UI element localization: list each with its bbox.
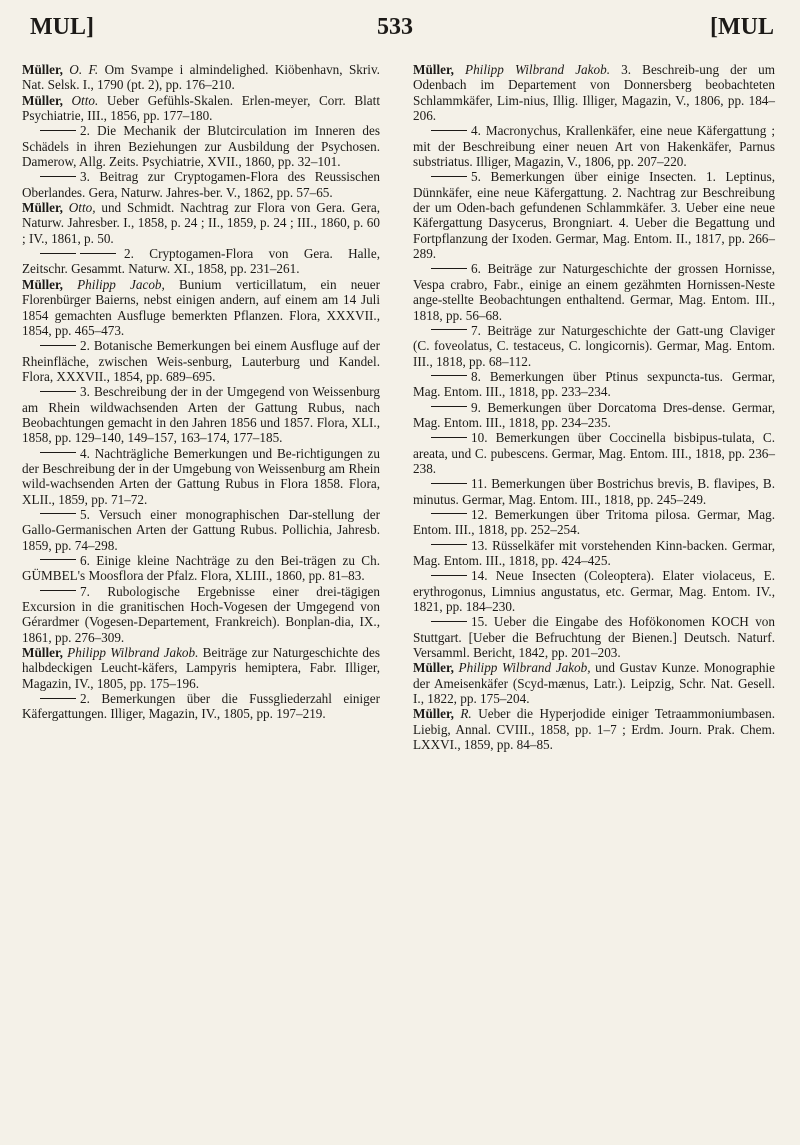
bibliography-entry (22, 446, 380, 507)
entry-author: Müller, (413, 706, 461, 722)
entry-text: 3. Beschreibung der in der Umgegend von Weissenburg am Rhein wildwachsenden Arten der Gattung Rubus, nach Beobachtungen gemacht in den Jahren 1856 und 1857. Flora, XLI., 1858, pp. 129–140, 149–157, 163–174, 177–185. (22, 384, 380, 446)
entry-text: 15. Ueber die Eingabe des Hofökonomen KOCH von Stuttgart. [Ueber die Befruchtung der Bienen.] Deutsch. Naturf. Versamml. Bericht, 1842, pp. 201–203. (413, 614, 775, 661)
ditto-rule (40, 345, 76, 346)
entry-given-name: Otto. (71, 92, 99, 108)
bibliography-entry (413, 660, 775, 706)
bibliography-entry (22, 169, 380, 200)
bibliography-entry (22, 200, 380, 246)
ditto-rule (431, 437, 467, 438)
entry-text: 4. Nachträgliche Bemerkungen und Be-richtigungen zu der Beschreibung der in der Umgebung von Weissenburg am Rhein wild-wachsenden Arten der Gattung Rubus in Flora 1858. Flora, XLII., 1859, pp. 71–72. (22, 445, 380, 507)
bibliography-entry (413, 400, 775, 431)
entry-text: 3. Beschreib-ung der um Odenbach im Departement von Donnersberg beobachteten Schlammkäfer, Lim-nius, Illig. Illiger, Magazin, V., 1806, pp. 184–206. (413, 62, 775, 124)
entry-given-name: Philipp Wilbrand Jakob, (458, 660, 591, 676)
entry-author: Müller, (22, 645, 68, 661)
entry-text: Beiträge zur Naturgeschichte des halbdeckigen Leucht-käfers, Lampyris hemiptera, Fabr. Illiger, Magazin, IV., 1805, pp. 175–196. (22, 645, 380, 691)
bibliography-entry (22, 123, 380, 169)
entry-text: und Schmidt. Nachtrag zur Flora von Gera. Gera, Naturw. Jahresber. I., 1858, p. 24 ; II., 1859, p. 24 ; III., 1860, p. 60 ; IV., 1861, p. 50. (22, 200, 380, 246)
ditto-rule (40, 559, 76, 560)
entry-text: 6. Einige kleine Nachträge zu den Bei-trägen zu Ch. GÜMBEL's Moosflora der Pfalz. Flora, XLIII., 1860, pp. 81–83. (22, 553, 380, 584)
bibliography-entry (413, 123, 775, 169)
entry-text: Bunium verticillatum, ein neuer Florenbürger Baierns, nebst einigen andern, auf einem am 14 Juli 1854 gemachten Ausfluge bemerkten Pflanzen. Flora, XXXVII., 1854, pp. 465–473. (22, 276, 380, 338)
running-header (0, 14, 800, 44)
bibliography-entry (22, 691, 380, 722)
header-left: MUL] (30, 14, 94, 40)
entry-given-name: Philipp Jacob, (77, 276, 165, 292)
bibliography-entry (413, 62, 775, 123)
entry-text: 2. Die Mechanik der Blutcirculation im Inneren des Schädels in ihren Beziehungen zur Ausbildung der Psychosen. Damerow, Allg. Zeits. Psychiatrie, XVII., 1860, pp. 32–101. (22, 123, 380, 170)
entry-text: 4. Macronychus, Krallenkäfer, eine neue Käfergattung ; mit der Beschreibung einer neuen Art von Hakenkäfer, Parnus substriatus. Illiger, Magazin, V., 1806, pp. 207–220. (413, 123, 775, 170)
ditto-rule (80, 253, 116, 254)
entry-given-name: Otto, (68, 200, 96, 216)
ditto-rule (40, 130, 76, 131)
entry-text: 10. Bemerkungen über Coccinella bisbipus-tulata, C. areata, und C. pubescens. Germar, Mag. Entom. III., 1818, pp. 236–238. (413, 430, 775, 476)
bibliography-entry (413, 169, 775, 261)
entry-given-name: Philipp Wilbrand Jakob. (67, 645, 199, 661)
ditto-rule (40, 452, 76, 453)
header-right: [MUL (710, 14, 774, 40)
ditto-rule (431, 176, 467, 177)
bibliography-entry (22, 645, 380, 691)
entry-author: Müller, (22, 92, 72, 108)
bibliography-entry (413, 369, 775, 400)
bibliography-entry (413, 261, 775, 322)
bibliography-entry (22, 584, 380, 645)
bibliography-entry (413, 614, 775, 660)
entry-text: Ueber die Hyperjodide einiger Tetraammoniumbasen. Liebig, Annal. CVIII., 1858, pp. 1–7 ; Erdm. Journ. Prak. Chem. LXXVI., 1859, pp. 84–85. (413, 706, 775, 753)
entry-text: und Gustav Kunze. Monographie der Ameisenkäfer (Scyd-mænus, Latr.). Leipzig, Schr. Nat. Gesell. I., 1822, pp. 175–204. (413, 660, 775, 707)
entry-text: 2. Bemerkungen über die Fussgliederzahl einiger Käfergattungen. Illiger, Magazin, IV., 1805, pp. 197–219. (22, 691, 380, 722)
entry-text: 8. Bemerkungen über Ptinus sexpuncta-tus. Germar, Mag. Entom. III., 1818, pp. 233–234. (413, 368, 775, 400)
bibliography-entry (22, 553, 380, 584)
entry-given-name: R. (460, 706, 472, 722)
bibliography-entry (22, 62, 380, 93)
entry-text: 5. Versuch einer monographischen Dar-stellung der Gallo-Germanischen Arten der Gattung Rubus. Pollichia, Jahresb. 1859, pp. 74–298. (22, 506, 380, 553)
entry-author: Müller, (22, 62, 70, 77)
entry-text: 2. Cryptogamen-Flora von Gera. Halle, Zeitschr. Gesammt. Naturw. XI., 1858, pp. 231–261. (22, 246, 380, 277)
entry-text: 3. Beitrag zur Cryptogamen-Flora des Reussischen Oberlandes. Gera, Naturw. Jahres-ber. V., 1862, pp. 57–65. (22, 169, 380, 200)
ditto-rule (431, 575, 467, 576)
bibliography-entry (413, 323, 775, 369)
entry-text: Ueber Gefühls-Skalen. Erlen-meyer, Corr. Blatt Psychiatrie, III., 1856, pp. 177–180. (22, 92, 380, 124)
ditto-rule (40, 590, 76, 591)
ditto-rule (40, 253, 76, 254)
entry-text: 14. Neue Insecten (Coleoptera). Elater violaceus, E. erythrogonus, Limnius angustatus, etc. Germar, Mag. Entom. IV., 1821, pp. 184–230. (413, 568, 775, 615)
ditto-rule (40, 176, 76, 177)
ditto-rule (40, 391, 76, 392)
entry-author: Müller, (22, 276, 78, 292)
entry-text: 12. Bemerkungen über Tritoma pilosa. Germar, Mag. Entom. III., 1818, pp. 252–254. (413, 506, 775, 538)
ditto-rule (431, 621, 467, 622)
bibliography-entry (413, 507, 775, 538)
ditto-rule (431, 268, 467, 269)
entry-text: 7. Rubologische Ergebnisse einer drei-tägigen Excursion in die granitischen Hoch-Vogesen der Umgegend von Gérardmer (Vogesen-Departement, Frankreich). Bonplan-dia, IX., 1861, pp. 276–309. (22, 583, 380, 645)
bibliography-entry (413, 538, 775, 569)
bibliography-entry (22, 507, 380, 553)
entry-author: Müller, (413, 62, 466, 77)
bibliography-entry (413, 568, 775, 614)
right-column (413, 62, 775, 752)
entry-text: 13. Rüsselkäfer mit vorstehenden Kinn-backen. Germar, Mag. Entom. III., 1818, pp. 424–425. (413, 537, 775, 568)
entry-text: 11. Bemerkungen über Bostrichus brevis, B. flavipes, B. minutus. Germar, Mag. Entom. III., 1818, pp. 245–249. (413, 476, 775, 507)
ditto-rule (431, 130, 467, 131)
entry-author: Müller, (22, 200, 69, 216)
page-number: 533 (377, 14, 413, 40)
entry-given-name: Philipp Wilbrand Jakob. (465, 62, 610, 77)
left-column (22, 62, 380, 722)
bibliography-entry (22, 338, 380, 384)
ditto-rule (40, 513, 76, 514)
entry-text: 2. Botanische Bemerkungen bei einem Ausfluge auf der Rheinfläche, zwischen Weis-senburg, Lauterburg und Kandel. Flora, XXXVII., 1854, pp. 689–695. (22, 338, 380, 384)
entry-text: Om Svampe i almindelighed. Kiöbenhavn, Skriv. Nat. Selsk. I., 1790 (pt. 2), pp. 176–210. (22, 62, 380, 93)
ditto-rule (431, 544, 467, 545)
entry-text: 6. Beiträge zur Naturgeschichte der grossen Hornisse, Vespa crabro, Fabr., einige an einem gezähmten Hornissen-Neste ange-stellte Beobachtungen enthaltend. Germar, Mag. Entom. III., 1818, pp. 56–68. (413, 261, 775, 323)
entry-author: Müller, (413, 660, 459, 676)
bibliography-entry (22, 384, 380, 445)
bibliography-entry (22, 93, 380, 124)
bibliography-entry (413, 706, 775, 752)
bibliography-entry (22, 246, 380, 277)
bibliography-entry (413, 476, 775, 507)
ditto-rule (431, 406, 467, 407)
bibliography-entry (22, 277, 380, 338)
ditto-rule (431, 375, 467, 376)
ditto-rule (431, 513, 467, 514)
ditto-rule (40, 698, 76, 699)
entry-text: 9. Bemerkungen über Dorcatoma Dres-dense. Germar, Mag. Entom. III., 1818, pp. 234–235. (413, 399, 775, 430)
entry-text: 5. Bemerkungen über einige Insecten. 1. Leptinus, Dünnkäfer, eine neue Käfergattung. 2. Nachtrag zur Beschreibung der um Oden-bach gefundenen Schlammkäfer. 3. Ueber eine neue Käfergattung Dasycerus, Brongniart. 4. Ueber die Begattung und Fortpflanzung der Ixoden. Germar, Mag. Entom. II., 1817, pp. 266–289. (413, 169, 775, 262)
entry-given-name: O. F. (69, 62, 99, 77)
ditto-rule (431, 483, 467, 484)
ditto-rule (431, 329, 467, 330)
bibliography-entry (413, 430, 775, 476)
entry-text: 7. Beiträge zur Naturgeschichte der Gatt-ung Claviger (C. foveolatus, C. testaceus, C. longicornis). Germar, Mag. Entom. III., 1818, pp. 68–112. (413, 322, 775, 369)
